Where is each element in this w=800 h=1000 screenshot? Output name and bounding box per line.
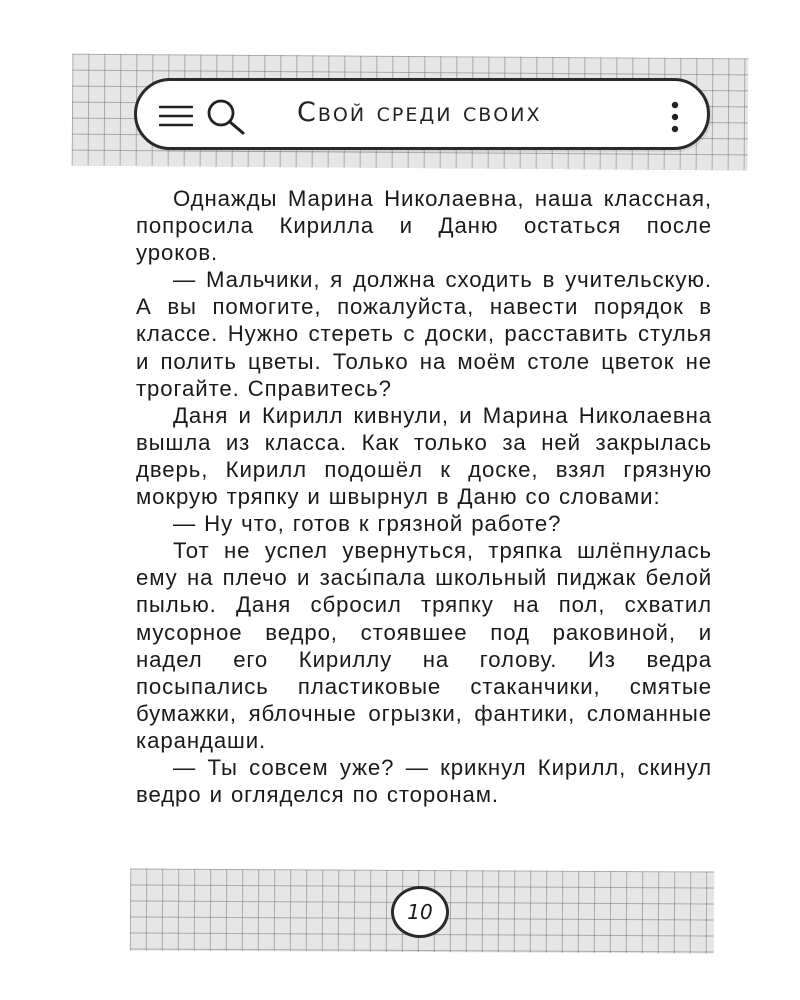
- header-bar: [134, 78, 710, 150]
- paragraph: Однажды Марина Николаевна, наша классная, попросила Кирилла и Даню остаться после уроков.: [136, 186, 712, 266]
- vertical-dots-icon[interactable]: [669, 101, 681, 133]
- page-title: Свой среди своих: [297, 97, 542, 128]
- paragraph: — Ну что, готов к грязной работе?: [173, 511, 562, 537]
- search-icon[interactable]: [205, 97, 249, 137]
- page-number: 10: [407, 900, 433, 924]
- story-text: [136, 185, 712, 808]
- page-number-badge: [391, 886, 449, 938]
- hamburger-menu-icon[interactable]: [159, 105, 193, 127]
- paragraph: — Мальчики, я должна сходить в учительскую. А вы помогите, пожалуйста, навести порядок в классе. Нужно стереть с доски, расставить стулья и полить цветы. Только на моём столе цветок не трогайте. Справитесь?: [136, 267, 712, 401]
- paragraph: Даня и Кирилл кивнули, и Марина Николаевна вышла из класса. Как только за ней закрылась дверь, Кирилл подошёл к доске, взял грязную мокрую тряпку и швырнул в Даню со словами:: [136, 402, 712, 510]
- paragraph: Тот не успел увернуться, тряпка шлёпнулась ему на плечо и засы́пала школьный пиджак белой пылью. Даня сбросил тряпку на пол, схватил мусорное ведро, стоявшее под раковиной, и надел его Кириллу на голову. Из ведра посыпались пластиковые стаканчики, смятые бумажки, яблочные огрызки, фантики, сломанные карандаши.: [136, 538, 712, 753]
- paragraph: — Ты совсем уже? — крикнул Кирилл, скинул ведро и огляделся по сторонам.: [136, 754, 712, 808]
